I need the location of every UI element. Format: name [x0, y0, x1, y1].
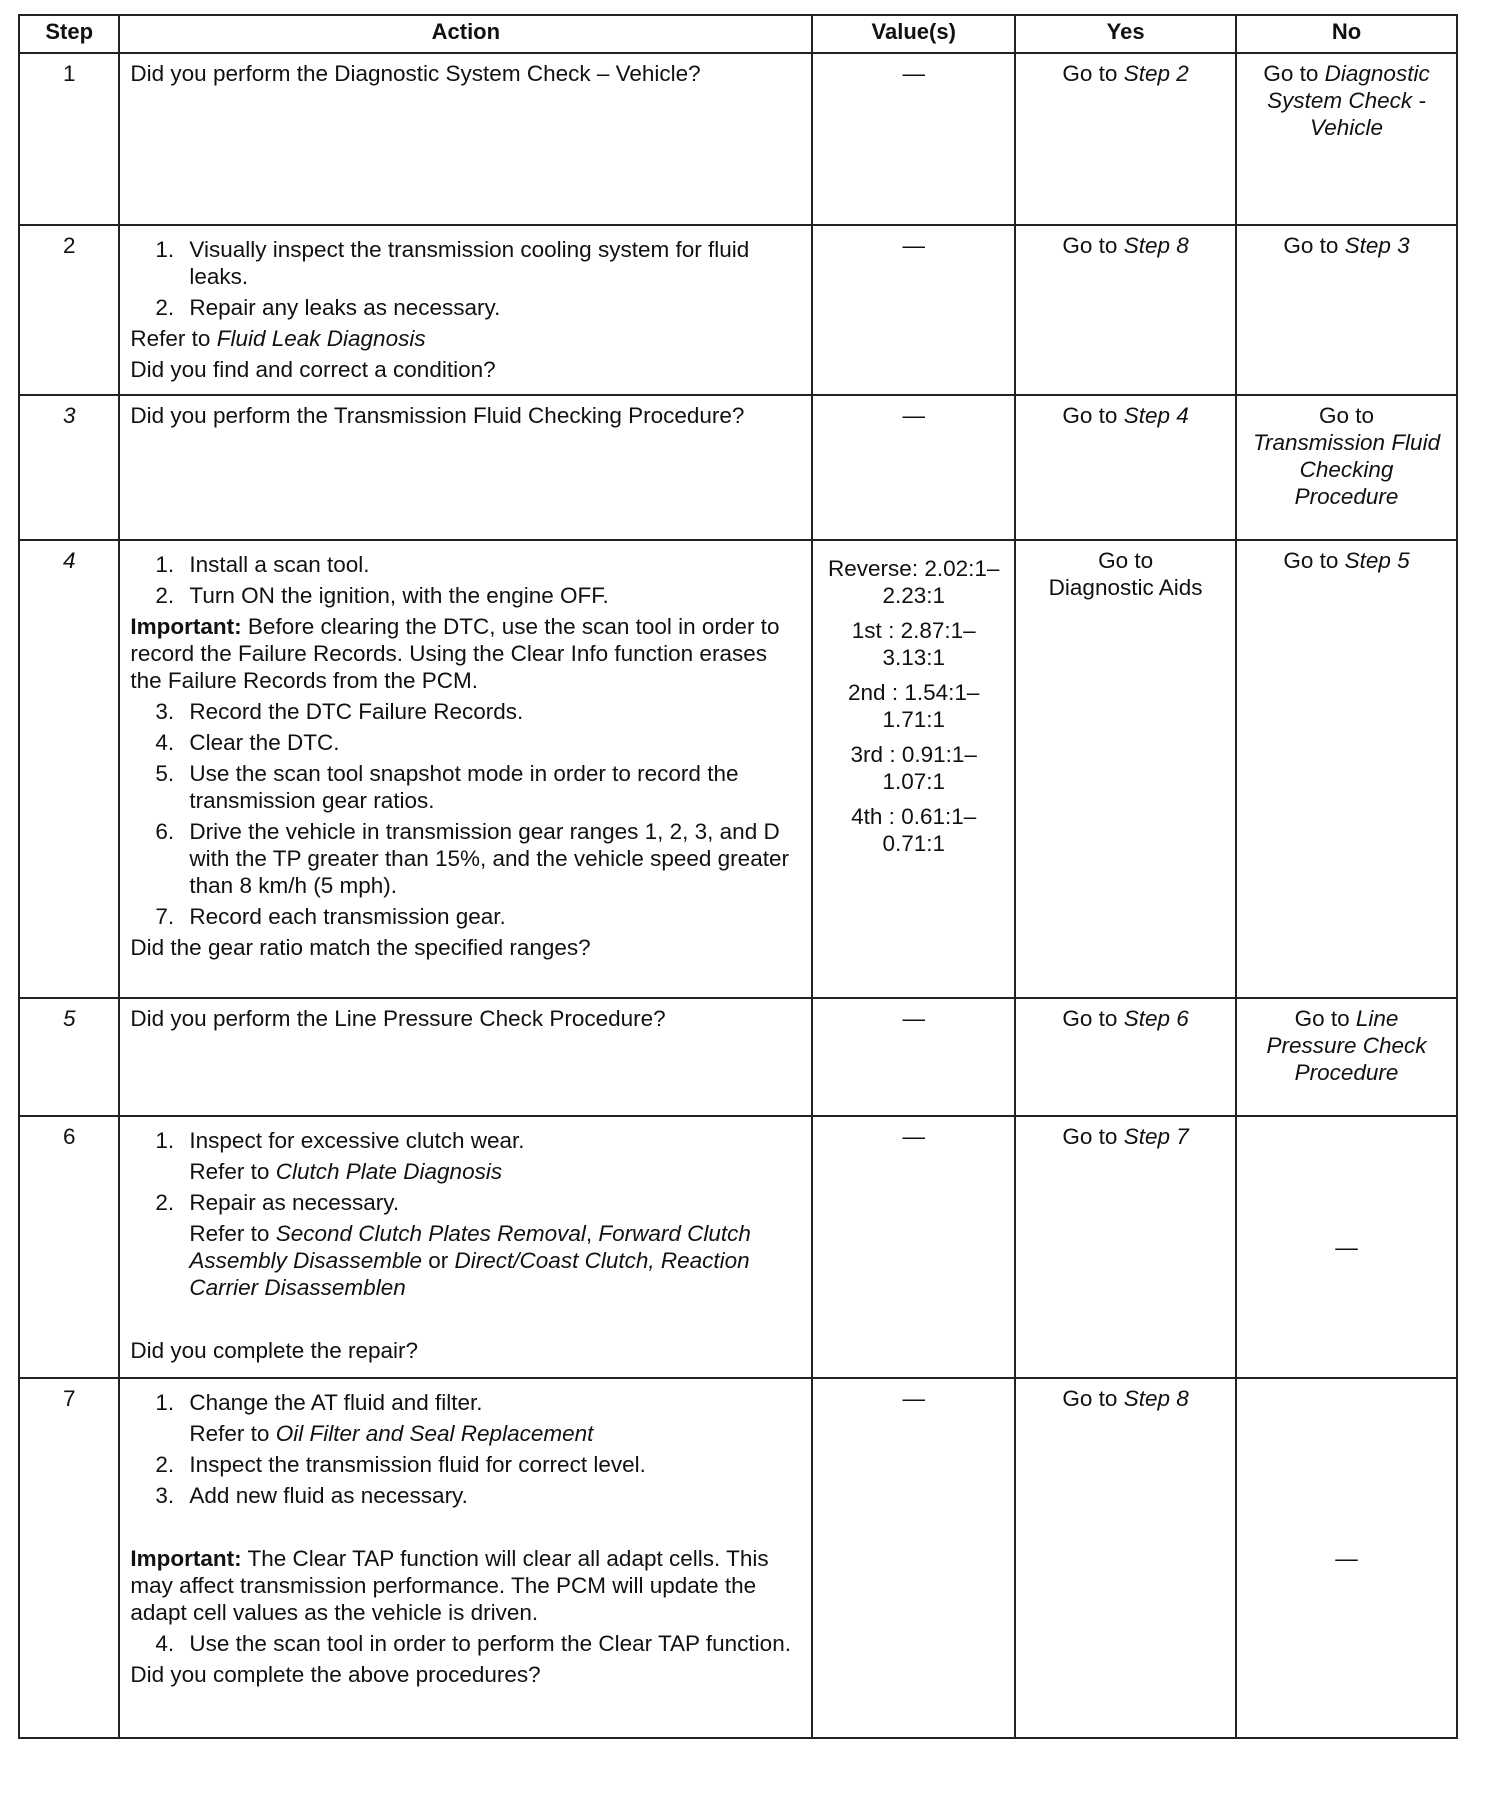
value-cell — [812, 1378, 1015, 1738]
question: Did you complete the above procedures? — [130, 1662, 541, 1687]
goto-label: Go to — [1098, 548, 1154, 573]
no-dash: — — [1335, 1234, 1358, 1260]
question: Did you complete the repair? — [130, 1338, 419, 1363]
value-cell — [812, 53, 1015, 225]
no-cell — [1236, 540, 1457, 998]
step-number: 3 — [19, 395, 119, 540]
table-row — [19, 998, 1457, 1116]
yes-cell — [1015, 1116, 1236, 1378]
value-dash: — — [902, 233, 925, 258]
no-cell — [1236, 395, 1457, 540]
refer-line: Refer to Oil Filter and Seal Replacement — [189, 1421, 594, 1446]
goto-label: Go to — [1062, 61, 1118, 86]
no-link[interactable]: Diagnostic System Check - Vehicle — [1267, 61, 1430, 140]
refer-link[interactable]: Fluid Leak Diagnosis — [216, 326, 426, 351]
header-values: Value(s) — [812, 15, 1015, 53]
list-item: 1. Inspect for excessive clutch wear. — [155, 1128, 525, 1153]
yes-cell — [1015, 540, 1236, 998]
question: Did the gear ratio match the specified ranges? — [130, 935, 591, 960]
gear-ratio-4th: 4th : 0.61:1–0.71:1 — [851, 804, 977, 856]
action-text: Did you perform the Diagnostic System Check – Vehicle? — [119, 53, 812, 225]
list-item: 4. Use the scan tool in order to perform the Clear TAP function. — [155, 1631, 791, 1656]
question: Did you find and correct a condition? — [130, 357, 496, 382]
list-item: 3. Record the DTC Failure Records. — [155, 699, 524, 724]
diagnostic-table — [18, 14, 1458, 1739]
no-cell — [1236, 1378, 1457, 1738]
gear-ratio-3rd: 3rd : 0.91:1–1.07:1 — [850, 742, 977, 794]
value-cell — [812, 1116, 1015, 1378]
goto-label: Go to — [1062, 1386, 1118, 1411]
step-number: 4 — [19, 540, 119, 998]
value-cell — [812, 998, 1015, 1116]
step-number: 1 — [19, 53, 119, 225]
action-cell — [119, 225, 812, 395]
no-link[interactable]: Step 3 — [1344, 233, 1410, 258]
value-cell — [812, 540, 1015, 998]
yes-cell — [1015, 998, 1236, 1116]
gear-ratio-reverse: Reverse: 2.02:1–2.23:1 — [828, 556, 1000, 608]
header-step: Step — [19, 15, 119, 53]
step-number: 5 — [19, 998, 119, 1116]
no-cell — [1236, 998, 1457, 1116]
action-cell — [119, 540, 812, 998]
step-number: 7 — [19, 1378, 119, 1738]
no-link[interactable]: Transmission Fluid Checking Procedure — [1252, 430, 1441, 509]
yes-link[interactable]: Step 8 — [1123, 1386, 1189, 1411]
value-cell — [812, 395, 1015, 540]
refer-link[interactable]: Oil Filter and Seal Replacement — [275, 1421, 594, 1446]
list-item: 4. Clear the DTC. — [155, 730, 340, 755]
table-row — [19, 395, 1457, 540]
list-item: 2. Turn ON the ignition, with the engine OFF. — [155, 583, 609, 608]
yes-cell — [1015, 1378, 1236, 1738]
value-dash: — — [902, 403, 925, 428]
list-item: 3. Add new fluid as necessary. — [155, 1483, 468, 1508]
gear-ratio-2nd: 2nd : 1.54:1–1.71:1 — [848, 680, 980, 732]
no-cell — [1236, 1116, 1457, 1378]
no-cell — [1236, 53, 1457, 225]
yes-cell — [1015, 225, 1236, 395]
goto-label: Go to — [1283, 233, 1339, 258]
list-item: 2. Repair any leaks as necessary. — [155, 295, 501, 320]
no-link[interactable]: Step 5 — [1344, 548, 1410, 573]
yes-link[interactable]: Step 7 — [1123, 1124, 1189, 1149]
goto-label: Go to — [1062, 1124, 1118, 1149]
goto-label: Go to — [1294, 1006, 1350, 1031]
table-row — [19, 540, 1457, 998]
header-no: No — [1236, 15, 1457, 53]
list-item: 2. Inspect the transmission fluid for correct level. — [155, 1452, 646, 1477]
header-yes: Yes — [1015, 15, 1236, 53]
important-note: Important: The Clear TAP function will clear all adapt cells. This may affect transmission performance. The PCM will update the adapt cell values as the vehicle is driven. — [130, 1546, 769, 1625]
step-number: 2 — [19, 225, 119, 395]
yes-link[interactable]: Step 2 — [1123, 61, 1189, 86]
yes-cell — [1015, 395, 1236, 540]
yes-link[interactable]: Diagnostic Aids — [1048, 575, 1203, 600]
goto-label: Go to — [1263, 61, 1319, 86]
table-row — [19, 1116, 1457, 1378]
refer-link[interactable]: Second Clutch Plates Removal — [275, 1221, 586, 1246]
step-number: 6 — [19, 1116, 119, 1378]
value-cell — [812, 225, 1015, 395]
yes-link[interactable]: Step 8 — [1123, 233, 1189, 258]
goto-label: Go to — [1062, 233, 1118, 258]
goto-label: Go to — [1319, 403, 1375, 428]
value-dash: — — [902, 61, 925, 86]
action-text: Did you perform the Line Pressure Check Procedure? — [119, 998, 812, 1116]
list-item: 2. Repair as necessary. — [155, 1190, 400, 1215]
list-item: 5. Use the scan tool snapshot mode in order to record the transmission gear ratios. — [155, 761, 739, 813]
table-row — [19, 225, 1457, 395]
goto-label: Go to — [1283, 548, 1339, 573]
header-action: Action — [119, 15, 812, 53]
refer-line: Refer to Second Clutch Plates Removal, Forward Clutch Assembly Disassemble or Direct/Coast Clutch, Reaction Carrier Disassemblen — [189, 1221, 751, 1300]
yes-cell — [1015, 53, 1236, 225]
no-link[interactable]: Line Pressure Check Procedure — [1266, 1006, 1427, 1085]
list-item: 1. Install a scan tool. — [155, 552, 370, 577]
refer-line: Refer to Clutch Plate Diagnosis — [189, 1159, 503, 1184]
refer-link[interactable]: Direct/Coast Clutch, Reaction Carrier Disassemblen — [189, 1248, 750, 1300]
yes-link[interactable]: Step 6 — [1123, 1006, 1189, 1031]
value-dash: — — [902, 1386, 925, 1411]
list-item: 6. Drive the vehicle in transmission gear ranges 1, 2, 3, and D with the TP greater than 15%, and the vehicle speed greater than 8 km/h (5 mph). — [155, 819, 789, 898]
value-dash: — — [902, 1006, 925, 1031]
value-dash: — — [902, 1124, 925, 1149]
table-row — [19, 53, 1457, 225]
no-cell — [1236, 225, 1457, 395]
refer-line: Refer to Fluid Leak Diagnosis — [130, 326, 426, 351]
gear-ratio-1st: 1st : 2.87:1–3.13:1 — [851, 618, 976, 670]
table-row — [19, 1378, 1457, 1738]
yes-link[interactable]: Step 4 — [1123, 403, 1189, 428]
header-row — [19, 15, 1457, 53]
refer-link[interactable]: Forward Clutch Assembly Disassemble — [189, 1221, 751, 1273]
important-note: Important: Before clearing the DTC, use the scan tool in order to record the Failure Records. Using the Clear Info function erases the Failure Records from the PCM. — [130, 614, 780, 693]
list-item: 1. Visually inspect the transmission cooling system for fluid leaks. — [155, 237, 750, 289]
list-item: 1. Change the AT fluid and filter. — [155, 1390, 483, 1415]
action-cell — [119, 1116, 812, 1378]
goto-label: Go to — [1062, 403, 1118, 428]
no-dash: — — [1335, 1545, 1358, 1571]
goto-label: Go to — [1062, 1006, 1118, 1031]
action-text: Did you perform the Transmission Fluid Checking Procedure? — [119, 395, 812, 540]
refer-link[interactable]: Clutch Plate Diagnosis — [275, 1159, 503, 1184]
list-item: 7. Record each transmission gear. — [155, 904, 506, 929]
action-cell — [119, 1378, 812, 1738]
